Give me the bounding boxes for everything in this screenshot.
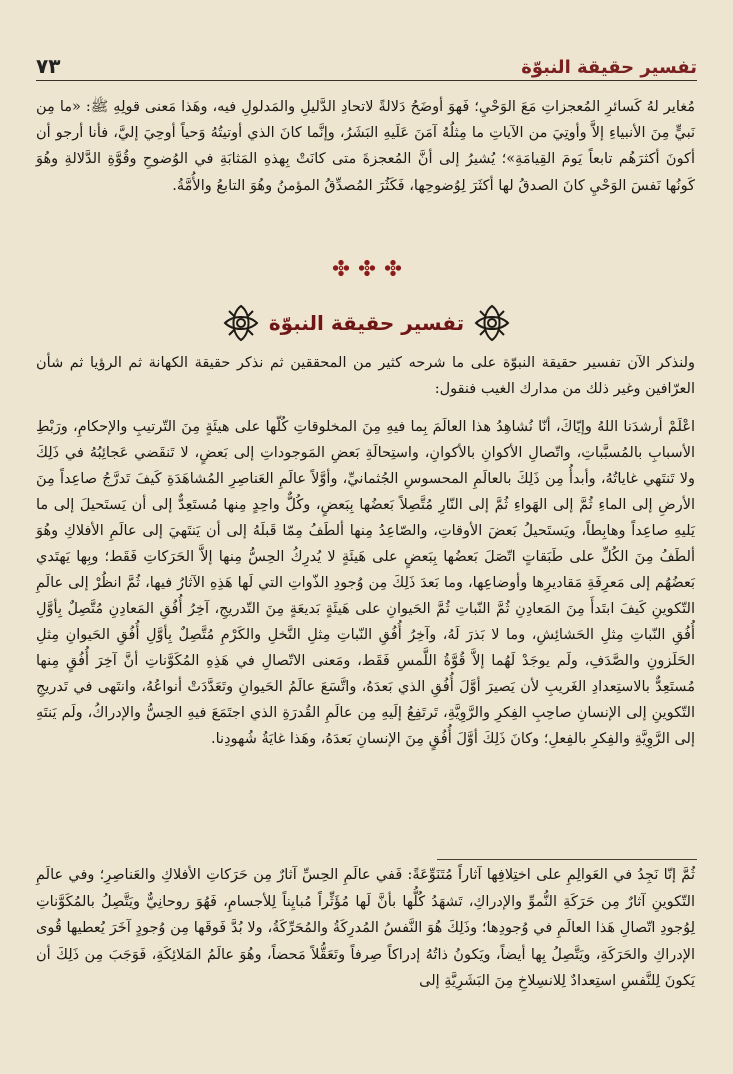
page-header bbox=[36, 44, 697, 78]
flower-ornament-icon bbox=[384, 259, 402, 277]
paragraph-divider bbox=[437, 859, 697, 860]
intro-paragraph-block bbox=[36, 94, 695, 199]
section-heading-text: تفسير حقيقة النبوّة bbox=[268, 311, 465, 335]
flourish-right-icon bbox=[472, 303, 512, 343]
running-title: تفسير حقيقة النبوّة bbox=[521, 57, 697, 78]
lead-paragraph: ولنذكر الآن تفسير حقيقة النبوّة على ما شرحه كثير من المحققين ثم نذكر حقيقة الكهانة ثم الرؤيا ثم شأن العرّافين وغير ذلك من مدارك الغيب فنقول: bbox=[36, 355, 695, 398]
quote-paragraph: اعْلَمْ أرشدَنا اللهُ وإيّاكَ، أنّا نُشاهِدُ هذا العالَمَ بِما فيهِ مِنَ المخلوقاتِ كُلّها على هيئَةٍ مِنَ التّرتيبِ والإحكامِ، ورَبْطِ الأسبابِ بالمُسبَّباتِ، واتّصالِ الأكوانِ بالأكوانِ، واستِحالَةِ بَعضِ المَوجوداتِ إلى بَعضٍ، لا تَنقَضي عَجائِبُهُ في ذَلِكَ ولا تَنتَهي غاياتُهُ، وأبدأُ مِن ذَلِكَ بالعالَمِ المحسوسِ الجُثمانيِّ، وأوَّلاً عالَمِ العَناصِرِ المُشاهَدَةِ كَيفَ تَدرَّجُ صاعِداً مِنَ الأرضِ إلى الماءِ ثُمَّ إلى الهَواءِ ثُمَّ إلى النّارِ مُتَّصِلاً بَعضُها بِبَعضٍ، وكُلٌّ واحِدٍ مِنها مُستَعِدٌّ إلى أن يَستَحيلَ إلى ما يَليهِ صاعِداً وهابِطاً، ويَستَحيلُ بَعضَ الأوقاتِ، والصّاعِدُ مِنها ألطَفُ مِمّا قَبلَهُ إلى أن يَنتَهيَ إلى عالَمِ الأفلاكِ وهُوَ ألطَفُ مِنَ الكُلِّ على طَبَقاتٍ اتّصَلَ بَعضُها بِبَعضٍ على هَيئَةٍ لا يُدرِكُ الحِسُّ مِنها إلاَّ الحَرَكاتِ فَقَط؛ وبِها يَهتَدي بَعضُهُم إلى مَعرِفَةِ مَقاديرِها وأوضاعِها، وما بَعدَ ذَلِكَ مِن وُجودِ الذّواتِ التي لَها هَذِهِ الآثارُ فيها، ثُمَّ انظُرْ إلى عالَمِ التّكوينِ كَيفَ ابتَدأَ مِنَ المَعادِنِ ثُمَّ النّباتِ ثُمَّ الحَيوانِ على هَيئَةٍ بَديعَةٍ مِنَ التّدريجِ، آخِرُ أُفُقِ المَعادِنِ مُتَّصِلٌ بِأوَّلِ أُفُقِ النّباتِ مِثلِ الحَشائِشِ، وما لا بَذرَ لَهُ، وآخِرُ أُفُقِ النّباتِ مِثلِ النَّخلِ والكَرْمِ مُتَّصِلٌ بِأوَّلِ أُفُقِ الحَيوانِ مِثلِ الحَلَزونِ والصَّدَفِ، ولَم يوجَدْ لَهُما إلاَّ قُوَّةُ اللَّمسِ فَقَط، ومَعنى الاتّصالِ في هَذِهِ المُكَوَّناتِ أنَّ آخِرَ أُفُقٍ مِنها مُستَعِدٌّ بالاستِعدادِ الغَريبِ لأن يَصيرَ أوَّلَ أُفُقِ الذي بَعدَهُ، واتَّسَعَ عالَمُ الحَيوانِ وتَعَدَّدَتْ أنواعُهُ، وانتَهى في تَدريجِ التّكوينِ إلى الإنسانِ صاحِبِ الفِكرِ والرَّوِيَّةِ، تَرتَفِعُ إلَيهِ مِن عالَمِ القُدرَةِ الذي اجتَمَعَ فيهِ الحِسُّ والإدراكُ، ولَم يَنتَهِ إلى الرَّوِيَّةِ والفِكرِ بالفِعلِ؛ وكانَ ذَلِكَ أوَّلَ أُفُقٍ مِنَ الإنسانِ بَعدَهُ، وهَذا غايَةُ شُهودِنا. bbox=[36, 419, 695, 747]
continuation-paragraph-block bbox=[36, 862, 695, 995]
page-number: ٧٣ bbox=[36, 54, 61, 78]
header-rule bbox=[36, 80, 697, 81]
flourish-left-icon bbox=[221, 303, 261, 343]
continuation-paragraph: ثُمَّ إنّا نَجِدُ في العَوالِمِ على اختِلافِها آثاراً مُتَنَوِّعَةً: فَفي عالَمِ الحِسِّ آثارٌ مِن حَرَكاتِ الأفلاكِ والعَناصِرِ؛ وفي عالَمِ التّكوينِ آثارٌ مِن حَرَكَةِ النُّموِّ والإدراكِ، تَشهَدُ كُلُّها بأنَّ لَها مُؤَثِّراً مُبايِناً لِلأجسامِ، فَهُوَ روحانِيٌّ ويَتَّصِلُ بالمُكَوَّناتِ لِوُجودِ اتّصالِ هَذا العالَمِ في وُجودِها؛ وذَلِكَ هُوَ النَّفسُ المُدرِكَةُ والمُحَرِّكَةُ، ولا بُدَّ فَوقَها مِن وُجودٍ آخَرَ يُعطيها قُوى الإدراكِ والحَرَكَةِ، ويَتَّصِلُ بِها أيضاً، ويَكونُ ذاتُهُ إدراكاً صِرفاً وتَعَقُّلاً مَحضاً، وهُوَ عالَمُ المَلائِكَةِ، فَوَجَبَ مِن ذَلِكَ أن يَكونَ لِلنَّفسِ استِعدادٌ لِلانسِلاخِ مِنَ البَشَرِيَّةِ إلى bbox=[36, 867, 695, 990]
section-heading bbox=[0, 303, 733, 343]
section-break-ornaments bbox=[0, 259, 733, 277]
lead-paragraph-block bbox=[36, 350, 695, 402]
intro-paragraph: مُغاير لهُ كَسائرِ المُعجزاتِ مَعَ الوَحْيِ؛ فَهوَ أوضَحُ دَلالةً لاتحادِ الدَّليلِ والمَدلولِ فيه، وهَذا مَعنى قولِهِ ﷺ: «ما مِن نَبيٍّ مِنَ الأنبياءِ إلاَّ وأوتِيَ من الآياتِ ما مِثلُهُ آمَنَ عَلَيهِ البَشَرُ، وإنَّما كانَ الذي أوتيتُهُ وَحياً أوحِيَ إليَّ، فأنا أرجو أن أكونَ أكثرَهُم تابعاً يَومَ القِيامَةِ»؛ يُشيرُ إلى أنَّ المُعجزةَ متى كانَتْ بِهذهِ المَثابَةِ في الوُضوحِ وقُوَّةِ الدَّلالةِ وهُوَ كَونُها نَفسَ الوَحْيِ كانَ الصدقُ لها أكثَرَ لِوُضوحِها، فَكَثُرَ المُصدِّقُ المؤمنُ وهُوَ التابعُ والأُمَّةُ. bbox=[36, 99, 695, 194]
flower-ornament-icon bbox=[358, 259, 376, 277]
flower-ornament-icon bbox=[332, 259, 350, 277]
quote-paragraph-block bbox=[36, 414, 695, 752]
